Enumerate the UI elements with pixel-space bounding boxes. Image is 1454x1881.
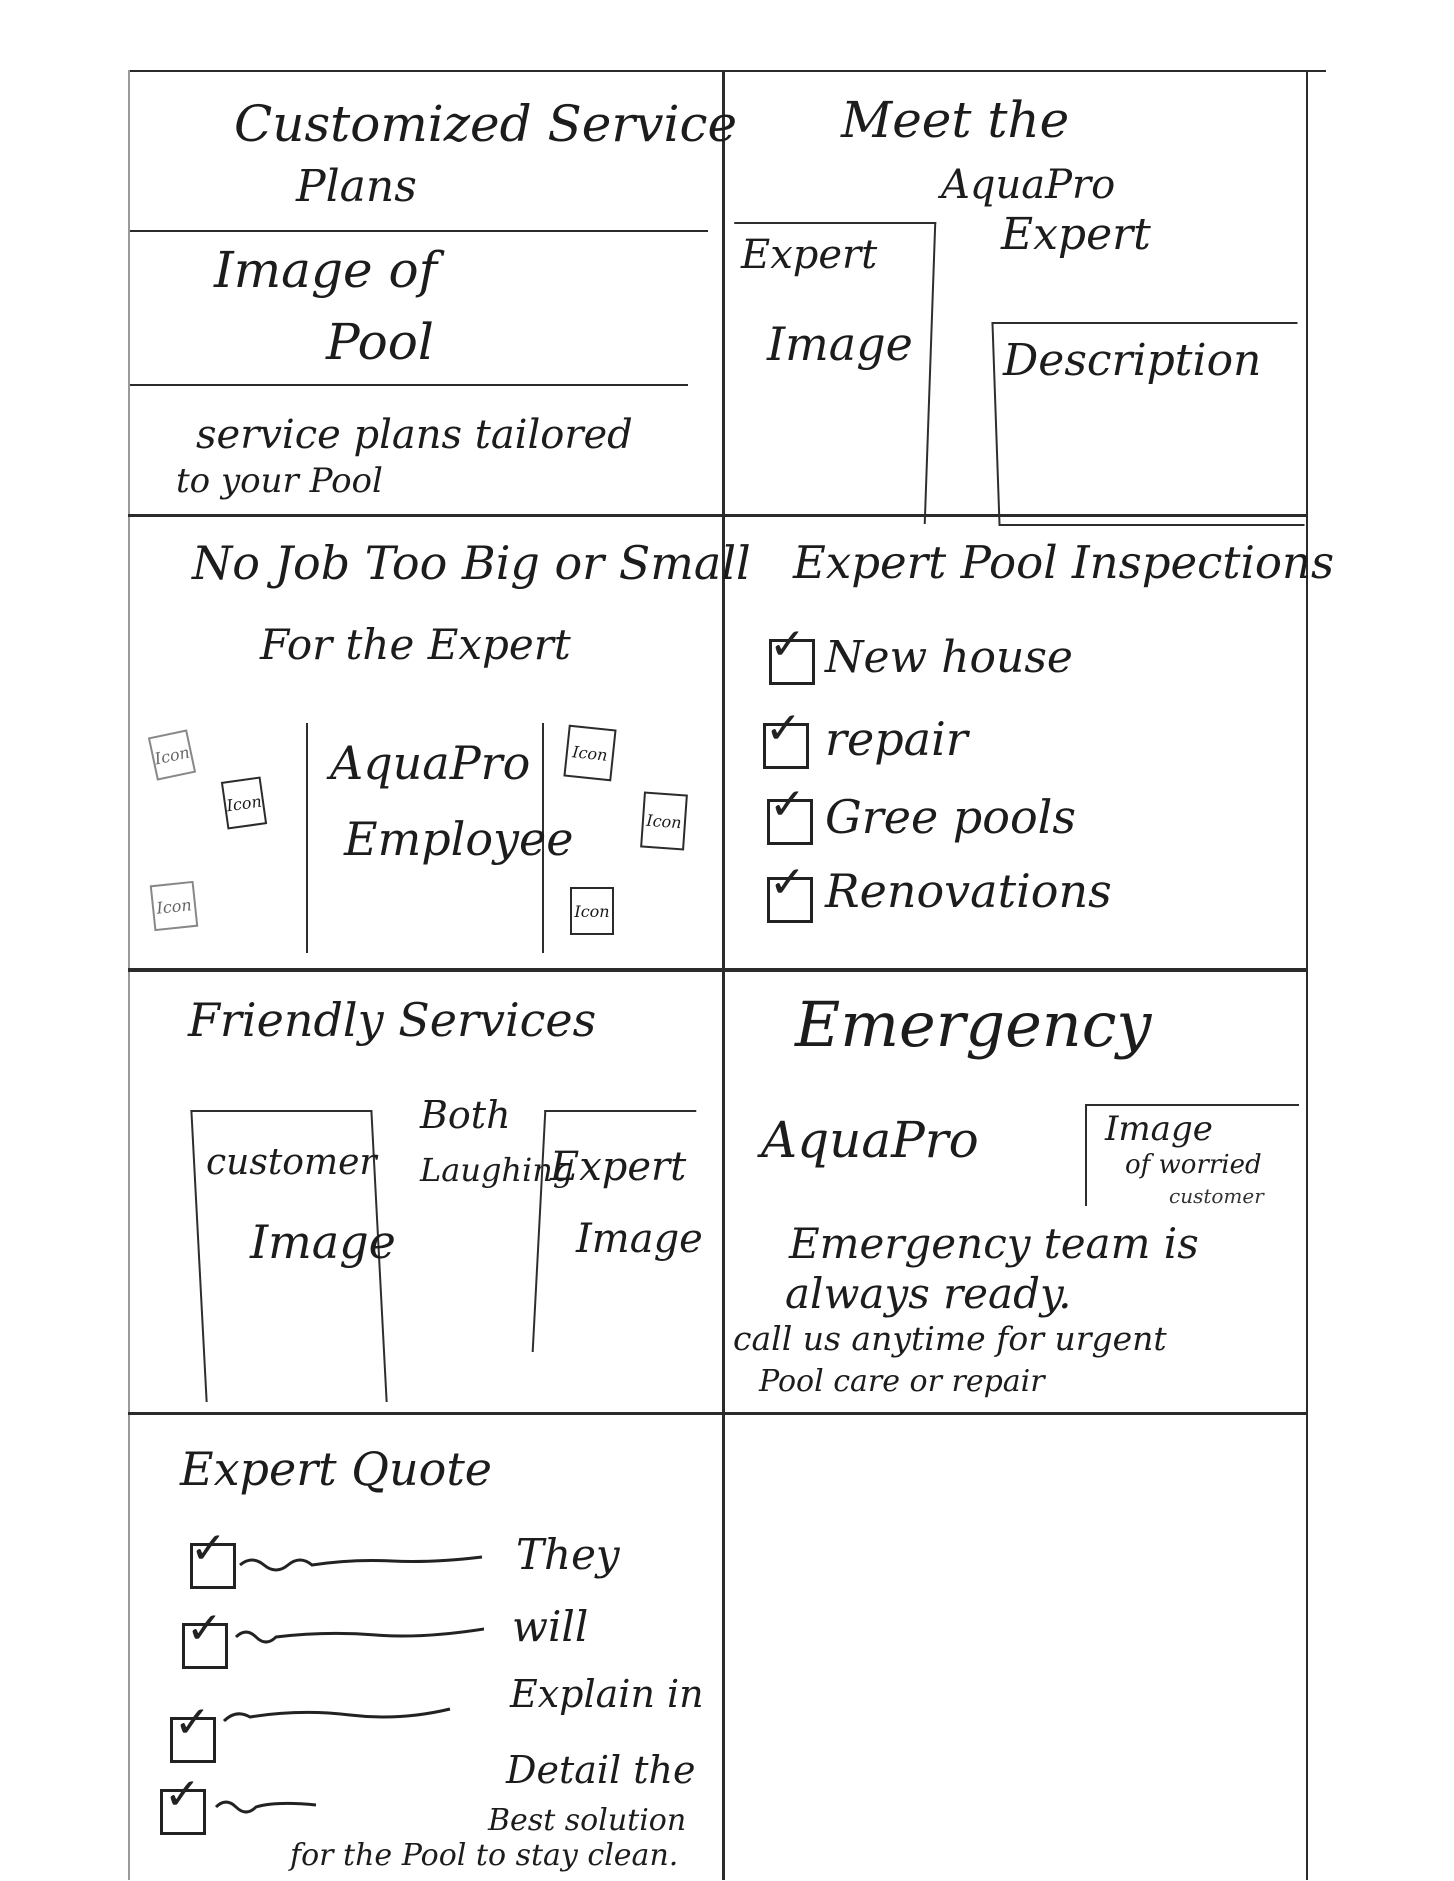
icon-label: Icon bbox=[155, 894, 193, 918]
icon-label: Icon bbox=[645, 810, 683, 832]
inspection-item-4: Renovations bbox=[825, 864, 1112, 918]
nojob-title-line2: For the Expert bbox=[260, 620, 571, 669]
expert-friendly-label-line1: Expert bbox=[550, 1144, 687, 1190]
check-mark-icon: ✓ bbox=[769, 857, 806, 908]
icon-placeholder-5 bbox=[640, 792, 688, 851]
emergency-text-line2: always ready. bbox=[785, 1269, 1072, 1318]
placeholder-text-line-3 bbox=[222, 1699, 462, 1729]
quote-word-1: They bbox=[516, 1530, 620, 1579]
right-border bbox=[1306, 70, 1308, 1880]
icon-placeholder-4 bbox=[563, 725, 616, 782]
customer-image-label-line2: Image bbox=[250, 1215, 396, 1269]
placeholder-text-line-4 bbox=[214, 1789, 334, 1819]
icon-placeholder-6 bbox=[570, 887, 614, 935]
inspection-item-1: New house bbox=[825, 632, 1073, 683]
check-mark-icon: ✓ bbox=[769, 779, 806, 830]
meet-title-line3: Expert bbox=[1001, 209, 1151, 260]
quote-title: Expert Quote bbox=[180, 1442, 493, 1496]
inspection-item-2: repair bbox=[825, 712, 968, 766]
customized-title-line1: Customized Service bbox=[234, 95, 738, 153]
quote-word-4: Detail the bbox=[506, 1748, 696, 1792]
quote-word-3: Explain in bbox=[510, 1672, 704, 1716]
emergency-title: Emergency bbox=[795, 988, 1152, 1061]
emergency-brand: AquaPro bbox=[761, 1111, 979, 1169]
check-mark-icon: ✓ bbox=[186, 1603, 223, 1654]
employee-label-line1: AquaPro bbox=[330, 736, 531, 790]
both-laughing-line1: Both bbox=[420, 1093, 511, 1137]
panel-customized-service-plans bbox=[130, 72, 738, 514]
employee-label-line2: Employee bbox=[344, 812, 574, 866]
quote-word-2: will bbox=[512, 1602, 589, 1651]
nojob-title-line1: No Job Too Big or Small bbox=[192, 536, 751, 590]
meet-title-line2: AquaPro bbox=[941, 162, 1116, 208]
icon-label: Icon bbox=[571, 741, 609, 765]
panel-no-job-too-big bbox=[130, 517, 751, 968]
customized-title-line2: Plans bbox=[296, 161, 417, 212]
customer-image-label-line1: customer bbox=[206, 1142, 377, 1183]
pool-image-bottom-line bbox=[130, 384, 688, 386]
worried-customer-label-line3: customer bbox=[1169, 1184, 1264, 1208]
icon-label: Icon bbox=[574, 901, 610, 921]
expert-image-label-line2: Image bbox=[767, 317, 913, 371]
worried-customer-label-line2: of worried bbox=[1125, 1150, 1262, 1180]
worried-customer-label-line1: Image bbox=[1105, 1109, 1213, 1149]
icon-label: Icon bbox=[152, 742, 192, 768]
meet-title-line1: Meet the bbox=[841, 91, 1070, 149]
check-mark-icon: ✓ bbox=[174, 1697, 211, 1748]
pool-image-label-line2: Pool bbox=[326, 313, 434, 371]
placeholder-text-line-1 bbox=[238, 1547, 488, 1577]
inspection-item-3: Gree pools bbox=[825, 790, 1076, 844]
icon-label: Icon bbox=[225, 791, 263, 815]
pool-image-top-line bbox=[130, 230, 708, 232]
panel-meet-the-expert bbox=[725, 72, 1306, 514]
emergency-text-line4: Pool care or repair bbox=[759, 1364, 1045, 1399]
panel-expert-quote bbox=[130, 1415, 722, 1881]
expert-image-label-line1: Expert bbox=[741, 232, 878, 278]
icon-placeholder-3 bbox=[150, 881, 199, 931]
panel-empty bbox=[725, 1415, 1306, 1835]
emergency-text-line3: call us anytime for urgent bbox=[733, 1319, 1167, 1358]
description-label: Description bbox=[1003, 335, 1262, 386]
panel-friendly-services bbox=[130, 972, 722, 1412]
placeholder-text-line-2 bbox=[234, 1619, 484, 1649]
icon-placeholder-2 bbox=[221, 776, 267, 829]
check-mark-icon: ✓ bbox=[765, 703, 802, 754]
expert-friendly-label-line2: Image bbox=[576, 1216, 703, 1262]
panel-expert-pool-inspections bbox=[725, 517, 1335, 968]
quote-word-5: Best solution bbox=[488, 1803, 687, 1838]
customized-caption-line2: to your Pool bbox=[176, 461, 383, 501]
check-mark-icon: ✓ bbox=[164, 1769, 201, 1820]
customized-caption-line1: service plans tailored bbox=[196, 412, 633, 458]
pool-image-label-line1: Image of bbox=[214, 241, 438, 299]
emergency-text-line1: Emergency team is bbox=[789, 1219, 1199, 1268]
check-mark-icon: ✓ bbox=[769, 619, 806, 670]
inspections-title: Expert Pool Inspections bbox=[793, 536, 1335, 589]
icon-placeholder-1 bbox=[148, 729, 196, 780]
check-mark-icon: ✓ bbox=[190, 1523, 227, 1574]
friendly-title: Friendly Services bbox=[188, 993, 597, 1047]
quote-footer: for the Pool to stay clean. bbox=[290, 1838, 679, 1873]
panel-emergency bbox=[725, 972, 1306, 1412]
both-laughing-line2: Laughing bbox=[420, 1151, 574, 1189]
